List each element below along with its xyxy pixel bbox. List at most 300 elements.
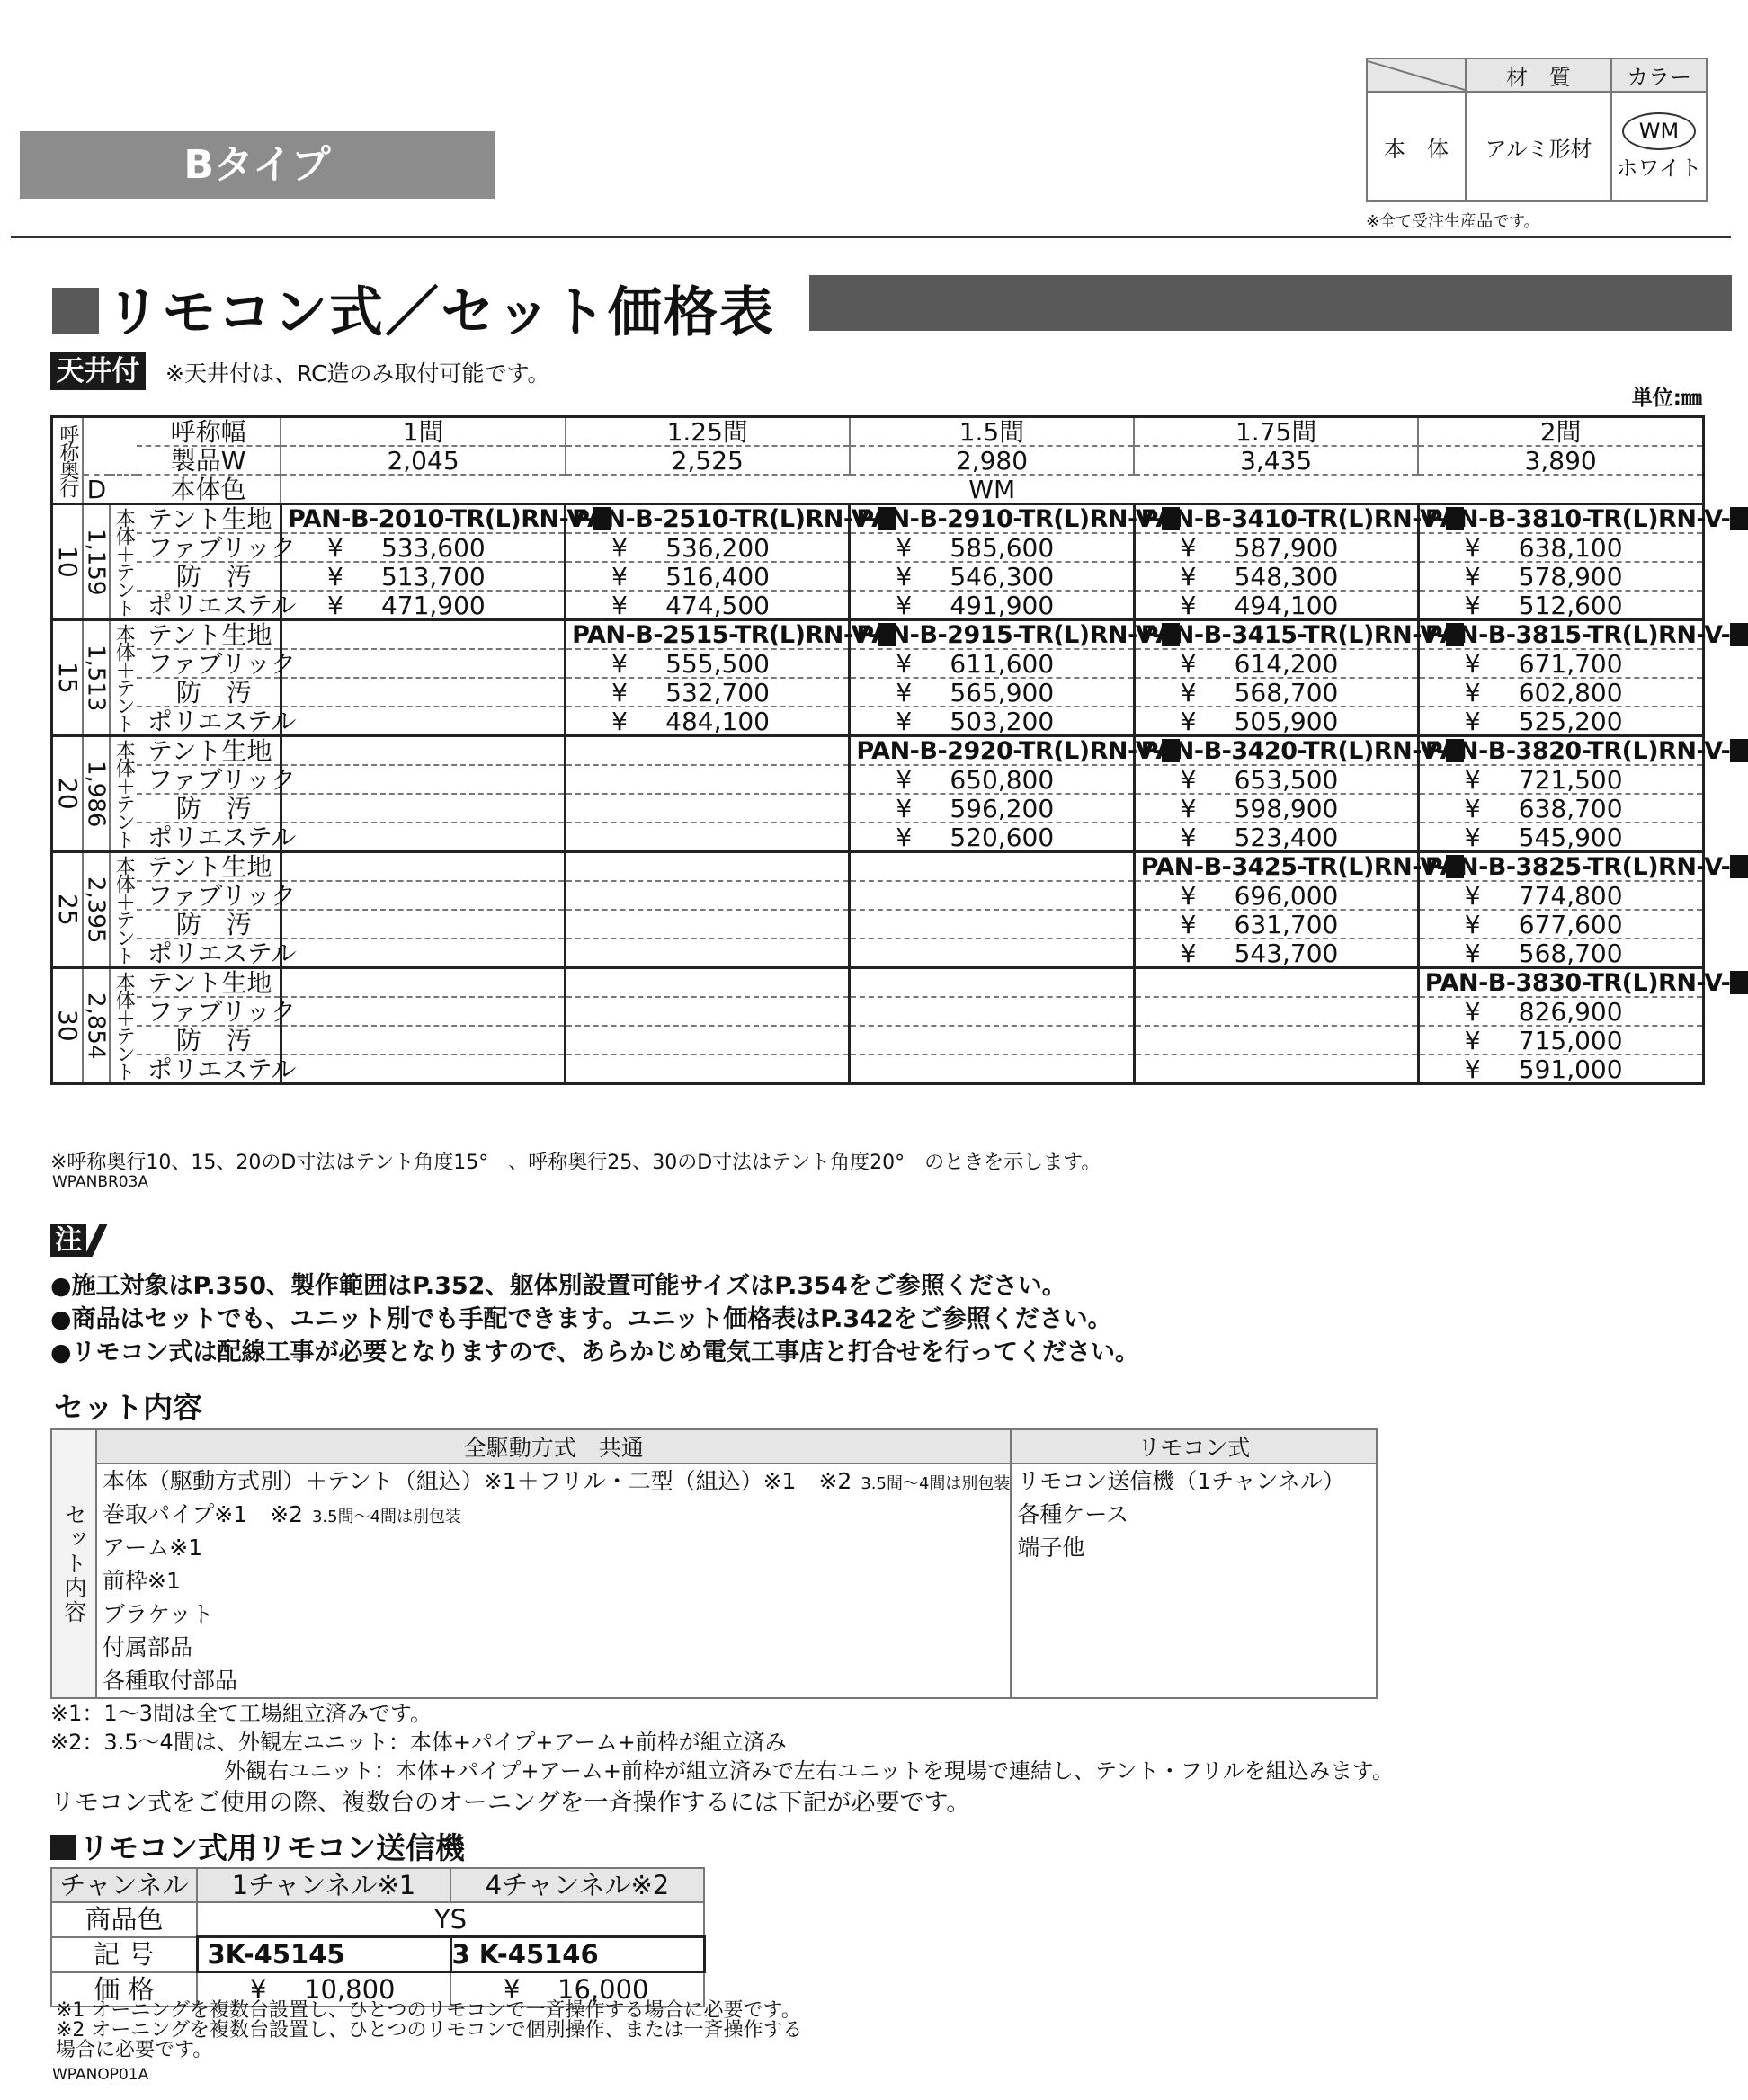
row-label-fabric: ファブリック — [137, 765, 281, 794]
price-value: 638,700 — [1518, 794, 1623, 823]
price-cell — [1418, 765, 1703, 794]
color-box-icon — [1730, 739, 1748, 762]
notes-list — [50, 1269, 1139, 1369]
yen-sign: ¥ — [611, 562, 628, 592]
price-cell — [850, 678, 1134, 707]
row-label-fabric: ファブリック — [137, 649, 281, 678]
material-header: 材 質 — [1466, 58, 1611, 92]
price-cell — [850, 533, 1134, 562]
ch1-header: 1チャンネル※1 — [197, 1868, 450, 1902]
model-code — [566, 620, 878, 650]
empty-cell — [566, 910, 850, 939]
product-w-label: 製品W — [137, 446, 281, 475]
ch4-header: 4チャンネル※2 — [450, 1868, 704, 1902]
price-cell — [566, 591, 850, 620]
price-value: 491,900 — [950, 591, 1055, 620]
yen-sign: ¥ — [1180, 823, 1197, 852]
yen-sign: ¥ — [1464, 649, 1481, 679]
price-cell — [566, 707, 850, 736]
color-cell — [1611, 92, 1707, 201]
price-cell — [1134, 881, 1418, 910]
price-value: 585,600 — [950, 533, 1055, 563]
price-cell — [1418, 533, 1703, 562]
yen-sign: ¥ — [896, 823, 913, 852]
price-cell — [850, 707, 1134, 736]
remote-table-code: WPANOP01A — [52, 2066, 149, 2084]
empty-cell — [281, 620, 565, 650]
product-w-cell: 2,045 — [281, 446, 565, 475]
depth-cell: 10 — [52, 504, 83, 620]
row-label-tent: テント生地 — [137, 504, 281, 534]
price-4ch: ¥ 16,000 — [450, 1972, 704, 2007]
price-value: 602,800 — [1518, 678, 1623, 707]
common-item-text: 前枠※1 — [103, 1568, 181, 1594]
price-value: 715,000 — [1518, 1026, 1623, 1055]
title-square-icon — [52, 288, 99, 334]
yen-sign: ¥ — [896, 707, 913, 736]
color-box-icon — [1730, 855, 1748, 878]
empty-cell — [850, 910, 1134, 939]
empty-cell — [850, 997, 1134, 1026]
model-code — [1134, 620, 1447, 650]
common-item-text: アーム※1 — [103, 1535, 203, 1561]
price-value: 525,200 — [1518, 707, 1623, 736]
empty-cell — [1134, 997, 1418, 1026]
price-value: 555,500 — [665, 649, 770, 679]
channel-header: チャンネル — [51, 1868, 197, 1902]
side-label: 本体＋テント — [110, 504, 137, 620]
set-note: リモコン式をご使用の際、複数台のオーニングを一斉操作するには下記が必要です。 — [50, 1789, 971, 1817]
price-value: 545,900 — [1518, 823, 1623, 852]
empty-cell — [566, 852, 850, 882]
price-cell — [1418, 939, 1703, 968]
row-label-antifoul: 防 汚 — [137, 678, 281, 707]
color-box-icon — [1730, 623, 1748, 646]
color-header: カラー — [1611, 58, 1707, 92]
width-cell: 1間 — [281, 417, 565, 447]
material-note: ※全て受注生産品です。 — [1366, 212, 1540, 231]
price-cell — [1134, 678, 1418, 707]
row-label-polyester: ポリエステル — [137, 823, 281, 852]
price-value: 598,900 — [1234, 794, 1339, 823]
yen-sign: ¥ — [1464, 1054, 1481, 1084]
price-cell — [1418, 794, 1703, 823]
model-code — [1418, 968, 1731, 998]
empty-cell — [281, 881, 565, 910]
yen-sign: ¥ — [1180, 591, 1197, 620]
product-w-cell: 3,435 — [1134, 446, 1418, 475]
price-value: 505,900 — [1234, 707, 1339, 736]
remote-notes — [56, 2001, 803, 2060]
remote-note: ※1 オーニングを複数台設置し、ひとつのリモコンで一斉操作する場合に必要です。 — [56, 1999, 801, 2022]
price-cell — [1134, 823, 1418, 852]
price-value: 721,500 — [1518, 765, 1623, 795]
depth-cell: 20 — [52, 736, 83, 852]
mount-badge: 天井付 — [50, 352, 146, 390]
side-label: 本体＋テント — [110, 852, 137, 968]
d-cell: 2,854 — [83, 968, 110, 1084]
empty-cell — [850, 881, 1134, 910]
page-title-text: リモコン式／セット価格表 — [106, 281, 775, 344]
code-label: 記 号 — [51, 1937, 197, 1972]
depth-corner-label: 呼称奥行 — [52, 417, 83, 504]
yen-sign: ¥ — [1180, 533, 1197, 563]
yen-sign: ¥ — [1464, 562, 1481, 592]
yen-sign: ¥ — [1464, 997, 1481, 1027]
width-cell: 1.5間 — [850, 417, 1134, 447]
common-item — [97, 1531, 1010, 1564]
price-value: 532,700 — [665, 678, 770, 707]
set-contents-heading: セット内容 — [54, 1390, 202, 1425]
color-value: YS — [197, 1902, 704, 1937]
yen-sign: ¥ — [896, 794, 913, 823]
price-cell — [566, 678, 850, 707]
page-title — [52, 270, 775, 347]
yen-sign: ¥ — [1180, 707, 1197, 736]
yen-sign: ¥ — [1180, 562, 1197, 592]
price-value: 774,800 — [1518, 881, 1623, 911]
empty-cell — [1134, 1054, 1418, 1084]
price-cell — [850, 649, 1134, 678]
empty-cell — [850, 852, 1134, 882]
yen-sign: ¥ — [1180, 649, 1197, 679]
width-cell: 2間 — [1418, 417, 1703, 447]
remote-item: 各種ケース — [1017, 1501, 1129, 1527]
common-item — [97, 1631, 1010, 1664]
color-box-icon — [1730, 507, 1748, 530]
model-code-text: PAN-B-2920-TR(L)RN-V- — [856, 737, 1162, 765]
empty-cell — [281, 852, 565, 882]
price-value: 533,600 — [380, 533, 486, 563]
common-item-note: 3.5間～4間は別包装 — [861, 1474, 1011, 1493]
empty-cell — [1134, 968, 1418, 998]
empty-cell — [566, 1026, 850, 1054]
yen-sign: ¥ — [1180, 765, 1197, 795]
yen-sign: ¥ — [1464, 533, 1481, 563]
set-notes — [50, 1699, 1394, 1818]
price-cell — [281, 562, 565, 591]
model-code-text: PAN-B-2510-TR(L)RN-V- — [572, 505, 878, 533]
model-code — [850, 620, 1162, 650]
yen-sign: ¥ — [1180, 678, 1197, 707]
row-label-polyester: ポリエステル — [137, 939, 281, 968]
empty-cell — [566, 736, 850, 766]
yen-sign: ¥ — [1464, 910, 1481, 939]
common-header: 全駆動方式 共通 — [96, 1429, 1011, 1464]
price-value: 513,700 — [380, 562, 486, 592]
product-w-cell: 3,890 — [1418, 446, 1703, 475]
yen-sign: ¥ — [326, 562, 343, 592]
empty-cell — [1134, 1026, 1418, 1054]
price-footnote: ※呼称奥行10、15、20のD寸法はテント角度15° 、呼称奥行25、30のD寸法はテント角度20° のときを示します。 — [50, 1152, 1101, 1174]
common-item-note: 3.5間～4間は別包装 — [311, 1508, 462, 1526]
price-cell — [281, 533, 565, 562]
model-code — [1134, 504, 1447, 534]
price-cell — [1418, 997, 1703, 1026]
price-value: 548,300 — [1234, 562, 1339, 592]
price-cell — [850, 823, 1134, 852]
yen-sign: ¥ — [611, 707, 628, 736]
price-cell — [1134, 533, 1418, 562]
yen-sign: ¥ — [611, 591, 628, 620]
price-value: 611,600 — [950, 649, 1055, 679]
model-code-text: PAN-B-3410-TR(L)RN-V- — [1140, 505, 1447, 533]
yen-sign: ¥ — [896, 765, 913, 795]
model-code-text: PAN-B-3820-TR(L)RN-V- — [1424, 737, 1731, 765]
common-item — [97, 1597, 1010, 1631]
remote-items — [1011, 1464, 1377, 1698]
product-w-cell: 2,980 — [850, 446, 1134, 475]
yen-sign: ¥ — [1180, 794, 1197, 823]
set-note: 外観右ユニット：本体+パイプ+アーム+前枠が組立済みで左右ユニットを現場で連結し、テント・フリルを組込みます。 — [224, 1758, 1394, 1784]
price-value: 578,900 — [1518, 562, 1623, 592]
price-value: 696,000 — [1234, 881, 1339, 911]
remote-note: ※2 オーニングを複数台設置し、ひとつのリモコンで個別操作、または一斉操作する — [56, 2019, 803, 2042]
price-value: 591,000 — [1518, 1054, 1623, 1084]
price-cell — [850, 765, 1134, 794]
width-cell: 1.75間 — [1134, 417, 1418, 447]
price-cell — [1418, 562, 1703, 591]
empty-cell — [281, 678, 565, 707]
price-value: 568,700 — [1234, 678, 1339, 707]
yen-sign: ¥ — [1464, 794, 1481, 823]
row-label-polyester: ポリエステル — [137, 707, 281, 736]
common-item-text: 巻取パイプ※1 ※2 — [103, 1501, 303, 1527]
set-side-label: セット内容 — [51, 1429, 96, 1698]
price-table-code: WPANBR03A — [52, 1173, 149, 1191]
d-cell: 2,395 — [83, 852, 110, 968]
remote-heading-text: リモコン式用リモコン送信機 — [79, 1830, 465, 1865]
code-4ch: 3 K-45146 — [450, 1937, 704, 1972]
color-name: ホワイト — [1616, 155, 1702, 181]
type-tab: Bタイプ — [20, 131, 495, 199]
price-cell — [1418, 649, 1703, 678]
common-item-text: ブラケット — [103, 1601, 214, 1627]
model-code-text: PAN-B-3420-TR(L)RN-V- — [1140, 737, 1447, 765]
price-cell — [1134, 591, 1418, 620]
model-code — [850, 736, 1162, 766]
d-label: D — [83, 475, 137, 504]
empty-cell — [281, 649, 565, 678]
unit-label: 単位:㎜ — [1631, 387, 1702, 410]
remote-item: リモコン送信機（1チャンネル） — [1017, 1468, 1345, 1494]
model-code — [1134, 736, 1447, 766]
side-label: 本体＋テント — [110, 736, 137, 852]
remote-header: リモコン式 — [1011, 1429, 1377, 1464]
common-items — [96, 1464, 1011, 1698]
yen-sign: ¥ — [1464, 591, 1481, 620]
body-color-label: 本体色 — [137, 475, 281, 504]
yen-sign: ¥ — [1180, 939, 1197, 968]
yen-sign: ¥ — [896, 533, 913, 563]
price-value: 471,900 — [380, 591, 486, 620]
set-note: ※1：1～3間は全て工場組立済みです。 — [50, 1701, 432, 1726]
model-code — [1418, 504, 1731, 534]
price-cell — [1418, 881, 1703, 910]
yen-sign: ¥ — [896, 649, 913, 679]
mount-note: ※天井付は、RC造のみ取付可能です。 — [165, 360, 550, 387]
price-cell — [1134, 939, 1418, 968]
model-code-text: PAN-B-2010-TR(L)RN-V- — [287, 505, 593, 533]
empty-cell — [281, 997, 565, 1026]
divider — [11, 236, 1731, 238]
yen-sign: ¥ — [611, 533, 628, 563]
color-label: 商品色 — [51, 1902, 197, 1937]
price-value: 516,400 — [665, 562, 770, 592]
square-icon — [50, 1835, 76, 1860]
row-label-antifoul: 防 汚 — [137, 1026, 281, 1054]
model-code-text: PAN-B-2910-TR(L)RN-V- — [856, 505, 1162, 533]
remote-item: 端子他 — [1017, 1535, 1085, 1561]
d-cell: 1,986 — [83, 736, 110, 852]
price-value: 587,900 — [1234, 533, 1339, 563]
empty-cell — [566, 881, 850, 910]
side-label: 本体＋テント — [110, 620, 137, 736]
material-corner — [1367, 58, 1466, 92]
empty-cell — [566, 968, 850, 998]
material-table — [1366, 58, 1708, 202]
empty-cell — [281, 910, 565, 939]
price-cell — [566, 562, 850, 591]
price-value: 484,100 — [665, 707, 770, 736]
price-value: 543,700 — [1234, 939, 1339, 968]
price-value: 474,500 — [665, 591, 770, 620]
price-cell — [1418, 678, 1703, 707]
note-item: ●リモコン式は配線工事が必要となりますので、あらかじめ電気工事店と打合せを行ってください。 — [50, 1339, 1140, 1366]
price-cell — [850, 794, 1134, 823]
depth-cell: 15 — [52, 620, 83, 736]
model-code-text: PAN-B-2915-TR(L)RN-V- — [856, 621, 1162, 649]
code-1ch: 3K-45145 — [197, 1937, 450, 1972]
price-value: 671,700 — [1518, 649, 1623, 679]
row-label-antifoul: 防 汚 — [137, 794, 281, 823]
empty-cell — [281, 1054, 565, 1084]
model-code — [1134, 852, 1447, 882]
yen-sign: ¥ — [896, 591, 913, 620]
empty-cell — [850, 939, 1134, 968]
price-value: 596,200 — [950, 794, 1055, 823]
price-cell — [1418, 910, 1703, 939]
common-item — [97, 1664, 1010, 1697]
empty-cell — [281, 1026, 565, 1054]
price-cell — [1134, 910, 1418, 939]
note-item: ●商品はセットでも、ユニット別でも手配できます。ユニット価格表はP.342をご参照ください。 — [50, 1305, 1112, 1333]
model-code — [281, 504, 593, 534]
price-cell — [1418, 707, 1703, 736]
price-cell — [1418, 823, 1703, 852]
yen-sign: ¥ — [1464, 707, 1481, 736]
set-note: ※2：3.5～4間は、外観左ユニット：本体+パイプ+アーム+前枠が組立済み — [50, 1730, 787, 1755]
price-table — [50, 415, 1731, 1085]
depth-cell: 25 — [52, 852, 83, 968]
remote-note: 場合に必要です。 — [56, 2039, 213, 2061]
empty-cell — [281, 794, 565, 823]
empty-cell — [281, 823, 565, 852]
yen-sign: ¥ — [1464, 765, 1481, 795]
remote-heading — [50, 1825, 465, 1867]
set-contents-table — [50, 1428, 1378, 1699]
common-item — [97, 1498, 1010, 1531]
yen-sign: ¥ — [1464, 678, 1481, 707]
model-code — [566, 504, 878, 534]
width-label: 呼称幅 — [137, 417, 281, 447]
empty-cell — [281, 939, 565, 968]
yen-sign: ¥ — [326, 533, 343, 563]
price-value: 631,700 — [1234, 910, 1339, 939]
price-value: 536,200 — [665, 533, 770, 563]
d-cell: 1,159 — [83, 504, 110, 620]
price-cell — [1134, 794, 1418, 823]
empty-cell — [281, 968, 565, 998]
width-cell: 1.25間 — [566, 417, 850, 447]
model-code — [1418, 852, 1731, 882]
row-label-tent: テント生地 — [137, 736, 281, 766]
empty-cell — [566, 823, 850, 852]
model-code-text: PAN-B-2515-TR(L)RN-V- — [572, 621, 878, 649]
empty-cell — [281, 765, 565, 794]
body-color-value: WM — [281, 475, 1703, 504]
yen-sign: ¥ — [896, 678, 913, 707]
model-code — [1418, 736, 1731, 766]
yen-sign: ¥ — [326, 591, 343, 620]
yen-sign: ¥ — [1464, 939, 1481, 968]
side-label: 本体＋テント — [110, 968, 137, 1084]
common-item — [97, 1464, 1010, 1498]
row-label-fabric: ファブリック — [137, 881, 281, 910]
yen-sign: ¥ — [896, 562, 913, 592]
row-label-tent: テント生地 — [137, 620, 281, 650]
yen-sign: ¥ — [1464, 823, 1481, 852]
depth-cell: 30 — [52, 968, 83, 1084]
notes-badge — [50, 1224, 119, 1257]
price-value: 523,400 — [1234, 823, 1339, 852]
color-box-icon — [1730, 971, 1748, 994]
spacer — [83, 417, 137, 476]
row-label-polyester: ポリエステル — [137, 591, 281, 620]
common-item — [97, 1564, 1010, 1597]
product-w-cell: 2,525 — [566, 446, 850, 475]
empty-cell — [850, 1054, 1134, 1084]
price-cell — [1418, 1054, 1703, 1084]
model-code-text: PAN-B-3815-TR(L)RN-V- — [1424, 621, 1731, 649]
common-item-text: 本体（駆動方式別）＋テント（組込）※1＋フリル・二型（組込）※1 ※2 — [103, 1468, 852, 1494]
model-code — [850, 504, 1162, 534]
empty-cell — [850, 1026, 1134, 1054]
empty-cell — [566, 997, 850, 1026]
empty-cell — [850, 968, 1134, 998]
yen-sign: ¥ — [1464, 1026, 1481, 1055]
row-label-antifoul: 防 汚 — [137, 910, 281, 939]
price-cell — [1134, 562, 1418, 591]
body-label: 本 体 — [1367, 92, 1466, 201]
row-label-polyester: ポリエステル — [137, 1054, 281, 1084]
row-label-tent: テント生地 — [137, 968, 281, 998]
empty-cell — [281, 707, 565, 736]
price-cell — [566, 533, 850, 562]
row-label-fabric: ファブリック — [137, 533, 281, 562]
price-value: 568,700 — [1518, 939, 1623, 968]
yen-sign: ¥ — [611, 678, 628, 707]
price-cell — [1134, 765, 1418, 794]
price-cell — [850, 591, 1134, 620]
notes-badge-label: 注 — [50, 1224, 86, 1257]
price-value: 614,200 — [1234, 649, 1339, 679]
price-value: 494,100 — [1234, 591, 1339, 620]
price-cell — [566, 649, 850, 678]
title-bar — [809, 275, 1732, 331]
model-code-text: PAN-B-3825-TR(L)RN-V- — [1424, 853, 1731, 881]
empty-cell — [566, 939, 850, 968]
